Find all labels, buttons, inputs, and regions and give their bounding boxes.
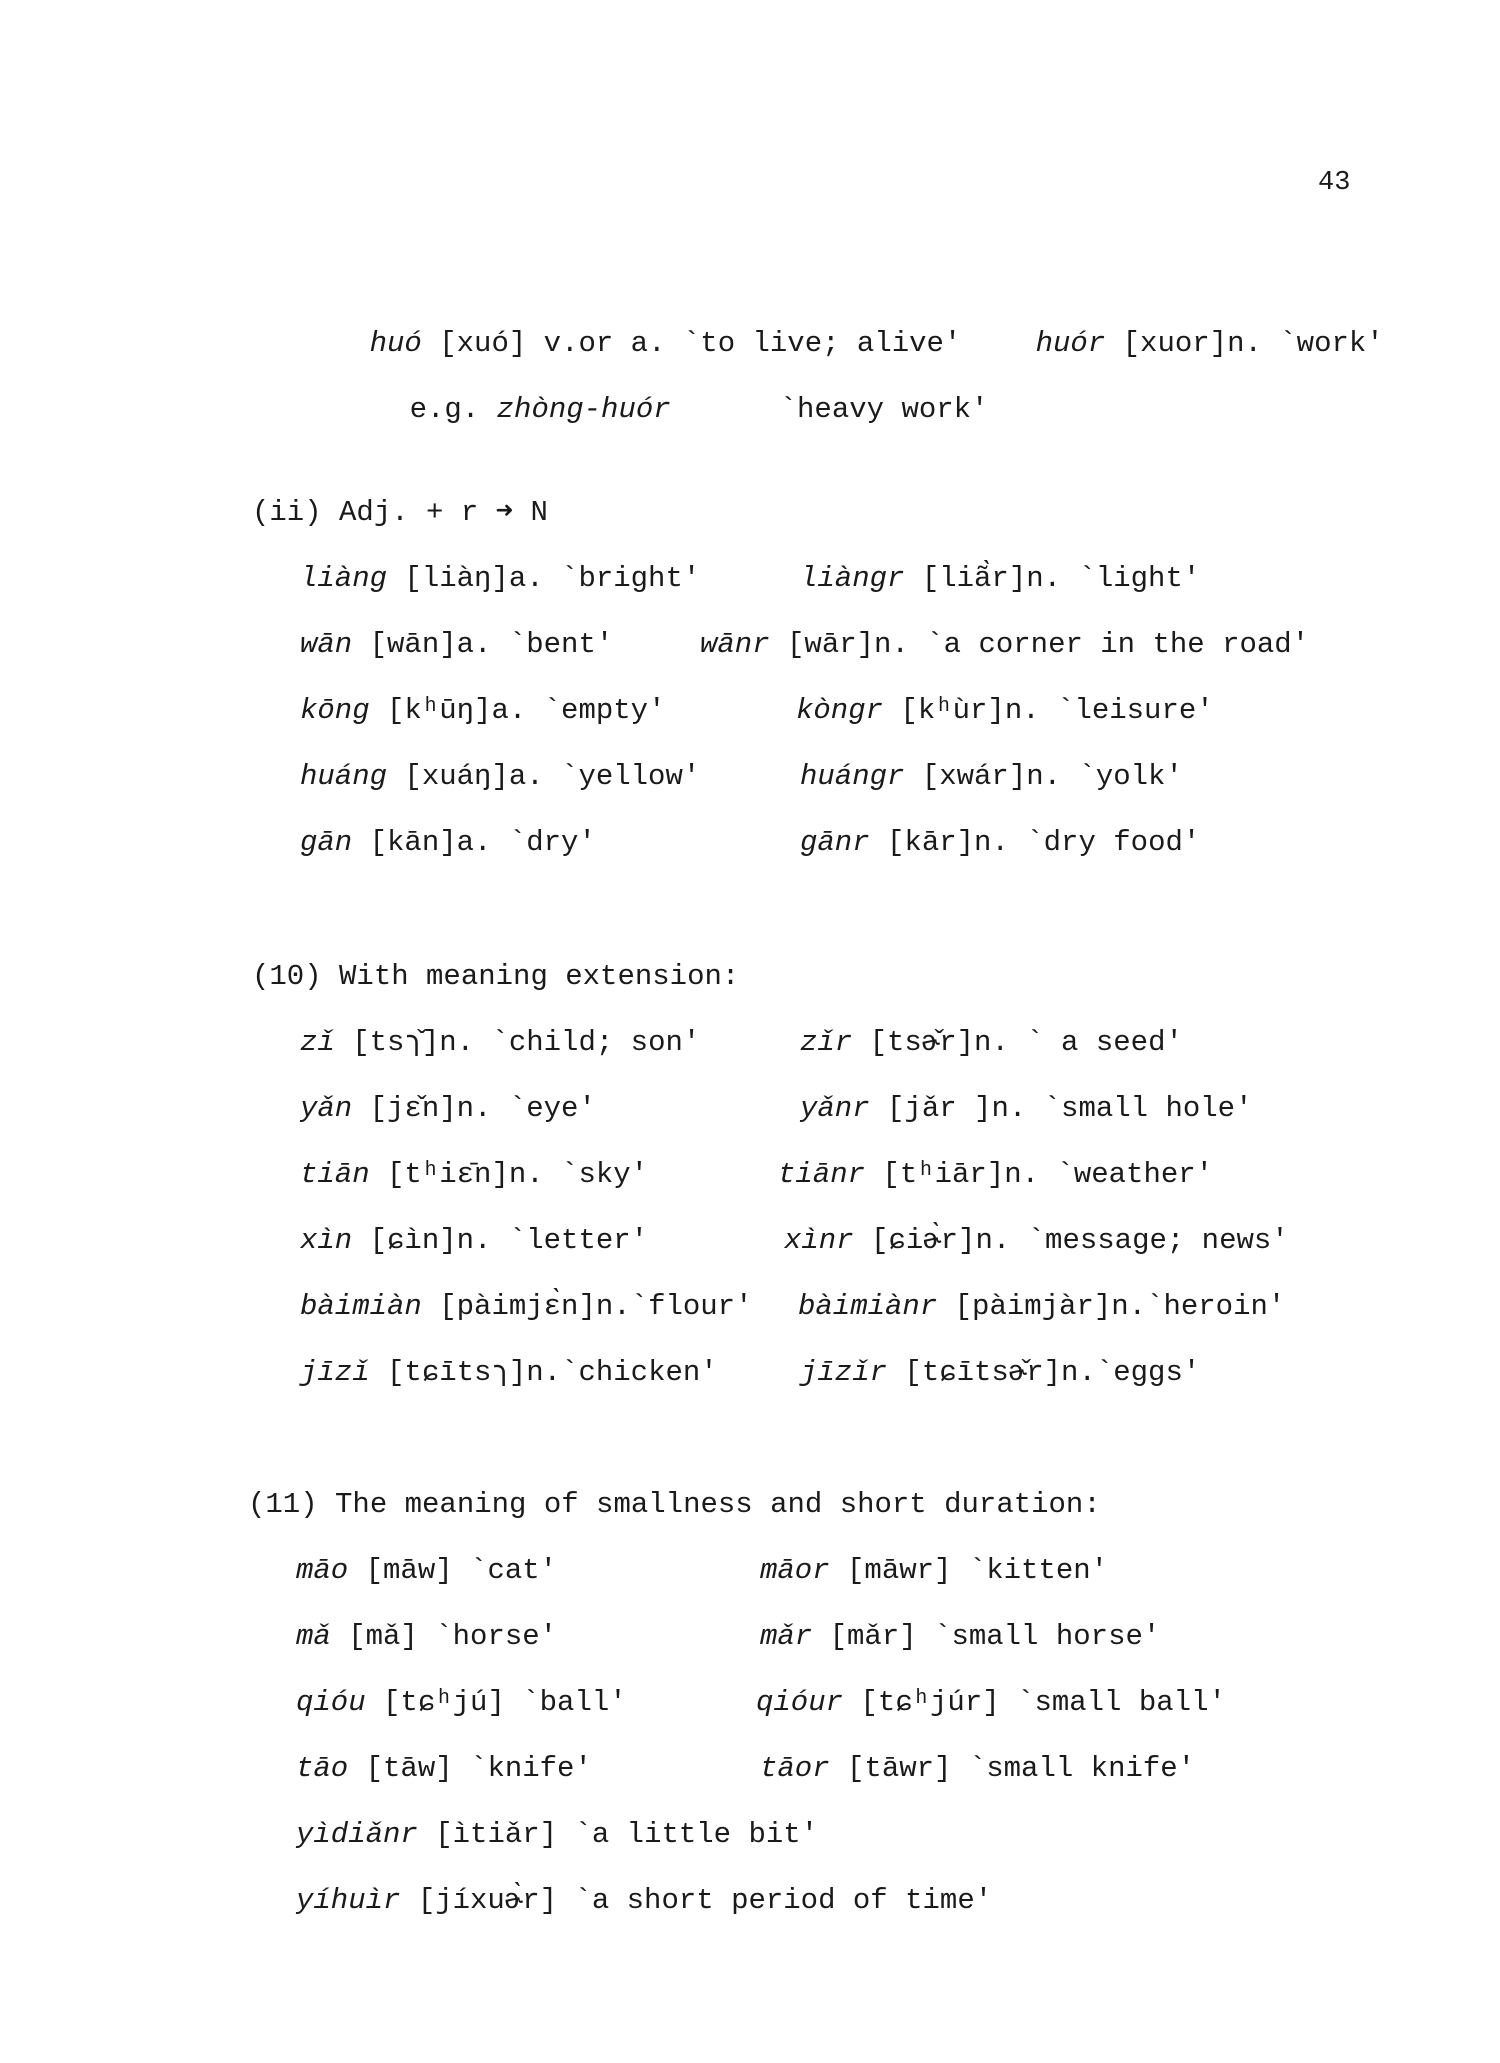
intro-row-2-left <box>340 366 671 453</box>
entry-left <box>296 1556 557 1585</box>
entry-word: yìdiǎnr <box>296 1818 418 1851</box>
entry-word: bàimiàn <box>300 1290 422 1323</box>
section-heading: (10) With meaning extension: <box>252 960 740 993</box>
entry-gloss: [tɕītsɿ]n.`chicken' <box>369 1356 718 1389</box>
entry-gloss: [kʰūŋ]a. `empty' <box>369 694 666 727</box>
entry-right <box>760 1556 1108 1585</box>
entry-left <box>300 1094 596 1123</box>
entry-left <box>300 630 613 659</box>
entry-gloss: [ɕìn]n. `letter' <box>352 1224 649 1257</box>
entry-word: qióu <box>296 1686 366 1719</box>
intro-prefix: e.g. <box>409 393 497 426</box>
entry-word: yǎnr <box>800 1092 870 1125</box>
entry-gloss: [liàŋ]a. `bright' <box>387 562 701 595</box>
entry-word: huángr <box>800 760 905 793</box>
entry-word: tiān <box>300 1158 370 1191</box>
entry-left <box>300 1028 700 1057</box>
entry-word: gānr <box>800 826 870 859</box>
section-heading: (11) The meaning of smallness and short duration: <box>248 1488 1101 1521</box>
section-heading: (ii) Adj. + r ➜ N <box>252 496 548 529</box>
entry-left <box>296 1754 592 1783</box>
intro-gloss: [xuó] v.or a. `to live; alive' <box>421 327 962 360</box>
entry-left <box>300 1358 718 1387</box>
entry-gloss: [tsɚ̌r]n. ` a seed' <box>852 1026 1183 1059</box>
entry-word: kòngr <box>796 694 884 727</box>
entry-gloss: [tʰiɛ̄n]n. `sky' <box>369 1158 649 1191</box>
entry-word: gān <box>300 826 353 859</box>
entry-left <box>300 762 700 791</box>
entry-word: wānr <box>700 628 770 661</box>
intro-row-1-right <box>966 300 1384 387</box>
entry-right <box>700 630 1309 659</box>
entry-left <box>300 1292 752 1321</box>
entry-gloss: [ɕiɚ̀r]n. `message; news' <box>853 1224 1289 1257</box>
entry-gloss: [wār]n. `a corner in the road' <box>769 628 1310 661</box>
entry-gloss: [kār]n. `dry food' <box>869 826 1201 859</box>
entry-gloss: [māwr] `kitten' <box>829 1554 1109 1587</box>
entry-gloss: [tʰiār]n. `weather' <box>865 1158 1214 1191</box>
entry-word: tāor <box>760 1752 830 1785</box>
entry-right <box>798 1292 1285 1321</box>
entry-gloss: [xuáŋ]a. `yellow' <box>387 760 701 793</box>
entry-word: wān <box>300 628 353 661</box>
entry-gloss: [xwár]n. `yolk' <box>904 760 1183 793</box>
entry-word: xìn <box>300 1224 353 1257</box>
entry-right <box>800 1094 1253 1123</box>
entry-word: mǎr <box>760 1620 813 1653</box>
entry-word: xìnr <box>784 1224 854 1257</box>
entry-left <box>296 1820 818 1849</box>
entry-gloss: [tɕʰjú] `ball' <box>365 1686 627 1719</box>
entry-word: māo <box>296 1554 349 1587</box>
entry-left <box>300 696 665 725</box>
entry-word: yǎn <box>300 1092 353 1125</box>
entry-word: yíhuìr <box>296 1884 401 1917</box>
entry-gloss: [jíxuɚ̀r] `a short period of time' <box>400 1884 993 1917</box>
entry-word: tāo <box>296 1752 349 1785</box>
entry-word: kōng <box>300 694 370 727</box>
entry-gloss: [tɕʰjúr] `small ball' <box>843 1686 1226 1719</box>
entry-left <box>296 1688 627 1717</box>
entry-gloss: [tāwr] `small knife' <box>829 1752 1196 1785</box>
entry-right <box>800 564 1200 593</box>
entry-gloss: [tɕītsɚ̌r]n.`eggs' <box>887 1356 1201 1389</box>
entry-gloss: [tāw] `knife' <box>348 1752 592 1785</box>
entry-left <box>296 1886 992 1915</box>
entry-gloss: [kān]a. `dry' <box>352 826 596 859</box>
entry-word: jīzǐ <box>300 1356 370 1389</box>
page-number: 43 <box>1318 168 1351 198</box>
entry-word: bàimiànr <box>798 1290 938 1323</box>
entry-word: liàngr <box>800 562 905 595</box>
entry-right <box>800 762 1183 791</box>
entry-gloss: [pàimjɛ̀n]n.`flour' <box>421 1290 753 1323</box>
entry-word: zǐr <box>800 1026 853 1059</box>
entry-left <box>300 828 596 857</box>
entry-right <box>796 696 1214 725</box>
entry-word: māor <box>760 1554 830 1587</box>
entry-gloss: [jǎr ]n. `small hole' <box>869 1092 1253 1125</box>
entry-right <box>800 1028 1183 1057</box>
entry-right <box>760 1754 1195 1783</box>
intro-gloss: [xuor]n. `work' <box>1105 327 1384 360</box>
entry-left <box>300 564 700 593</box>
entry-right <box>756 1688 1226 1717</box>
intro-word: zhòng-huór <box>496 393 671 426</box>
entry-right <box>760 1622 1160 1651</box>
entry-word: tiānr <box>778 1158 866 1191</box>
entry-gloss: [ìtiǎr] `a little bit' <box>417 1818 819 1851</box>
entry-gloss: [mǎr] `small horse' <box>812 1620 1161 1653</box>
intro-word: huór <box>1035 327 1106 360</box>
intro-gloss: `heavy work' <box>779 393 989 426</box>
entry-right <box>800 1358 1200 1387</box>
entry-gloss: [tsɿ̌]n. `child; son' <box>334 1026 701 1059</box>
entry-left <box>296 1622 557 1651</box>
entry-left <box>300 1226 648 1255</box>
entry-word: huáng <box>300 760 388 793</box>
entry-gloss: [pàimjàr]n.`heroin' <box>937 1290 1286 1323</box>
entry-right <box>784 1226 1289 1255</box>
entry-gloss: [māw] `cat' <box>348 1554 558 1587</box>
entry-gloss: [mǎ] `horse' <box>330 1620 558 1653</box>
entry-word: zǐ <box>300 1026 335 1059</box>
entry-right <box>778 1160 1213 1189</box>
entry-word: liàng <box>300 562 388 595</box>
entry-gloss: [kʰùr]n. `leisure' <box>883 694 1214 727</box>
entry-right <box>800 828 1200 857</box>
intro-word: huó <box>369 327 422 360</box>
entry-gloss: [jɛ̌n]n. `eye' <box>352 1092 596 1125</box>
entry-gloss: [wān]a. `bent' <box>352 628 614 661</box>
entry-word: qióur <box>756 1686 844 1719</box>
entry-word: mǎ <box>296 1620 331 1653</box>
entry-gloss: [liã̀r]n. `light' <box>904 562 1201 595</box>
entry-left <box>300 1160 648 1189</box>
intro-row-2-right <box>710 366 988 453</box>
entry-word: jīzǐr <box>800 1356 888 1389</box>
